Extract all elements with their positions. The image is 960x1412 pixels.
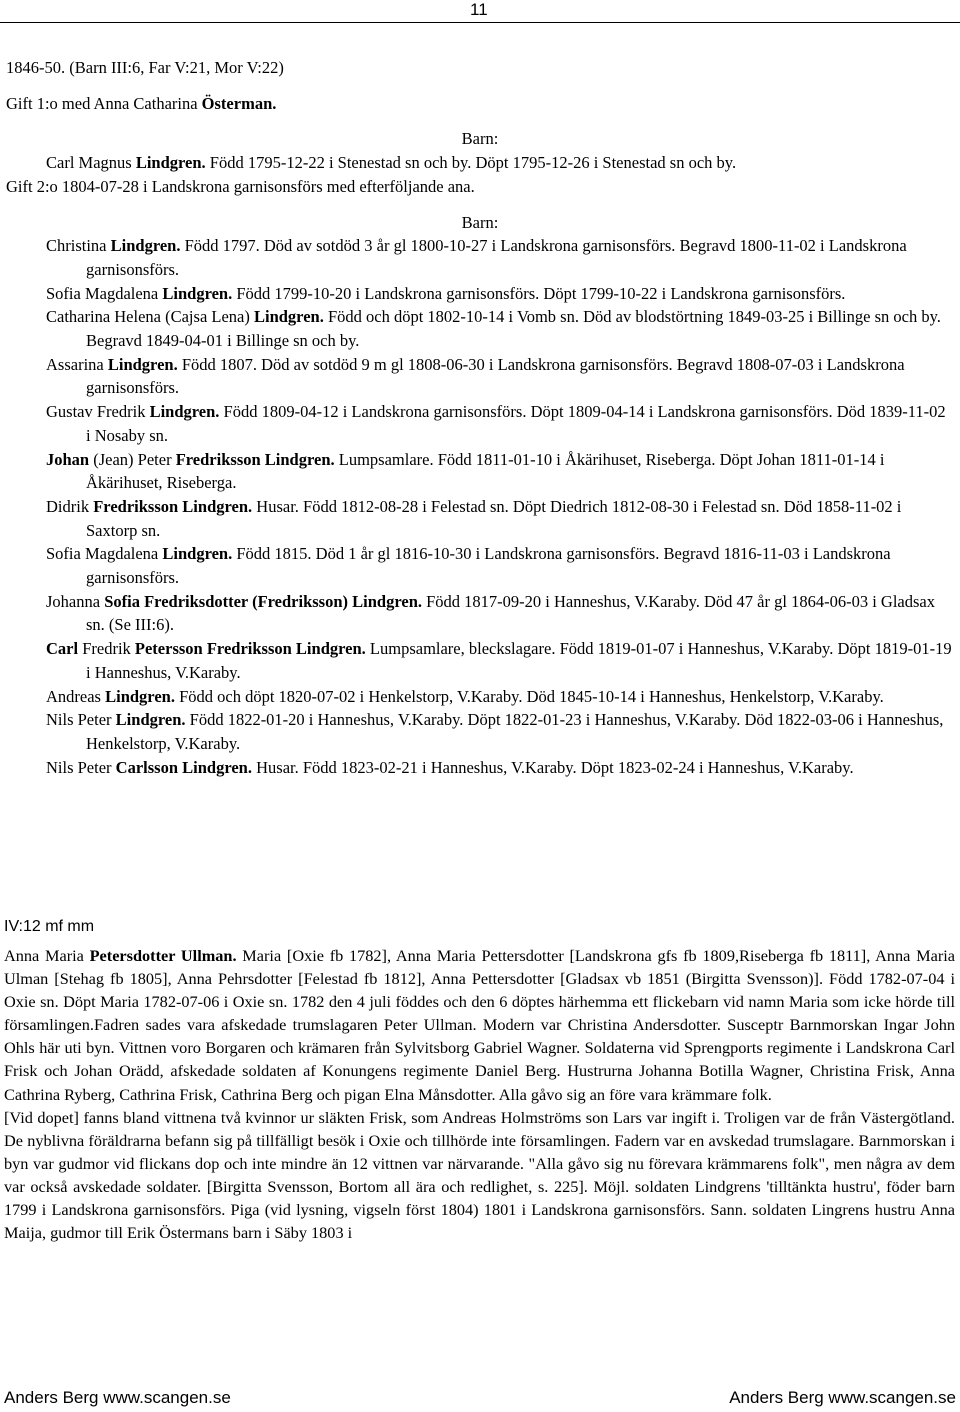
child-mid: (Jean) Peter bbox=[89, 449, 176, 469]
footer bbox=[4, 1388, 956, 1408]
child-name: Lindgren. bbox=[115, 710, 186, 730]
child-details: Född 1809-04-12 i Landskrona garnisonsförs. Döpt 1809-04-14 i Landskrona garnisonsförs. Död 1839-11-02 i Nosaby sn. bbox=[86, 402, 946, 445]
child-pre: Nils Peter bbox=[46, 757, 116, 777]
child-details: Född 1817-09-20 i Hanneshus, V.Karaby. Död 47 år gl 1864-06-03 i Gladsax sn. (Se III:6). bbox=[86, 591, 935, 635]
child-details: Född 1807. Död av sotdöd 9 m gl 1808-06-30 i Landskrona garnisonsförs. Begravd 1808-07-03 i Landskrona garnisonsförs. bbox=[86, 354, 905, 398]
notes-person-name: Petersdotter Ullman. bbox=[89, 946, 237, 965]
child-entry bbox=[6, 448, 954, 495]
child-name: Lindgren. bbox=[253, 307, 324, 327]
child-pre: Christina bbox=[46, 236, 111, 256]
child-entry bbox=[6, 282, 954, 306]
child-entry bbox=[6, 234, 954, 281]
header-rule bbox=[0, 22, 960, 23]
child-entry bbox=[6, 756, 954, 780]
footer-right: Anders Berg www.scangen.se bbox=[729, 1388, 956, 1407]
child-details: Född och döpt 1802-10-14 i Vomb sn. Död av blodstörtning 1849-03-25 i Billinge sn och by. Begravd 1849-04-01 i Billinge sn och by. bbox=[86, 307, 941, 351]
child-details: Född och döpt 1820-07-02 i Henkelstorp, V.Karaby. Död 1845-10-14 i Hanneshus, Henkelstorp, V.Karaby. bbox=[174, 686, 884, 706]
child-name: Lindgren. bbox=[135, 153, 206, 173]
child-pre: Didrik bbox=[46, 496, 94, 516]
child-details: Husar. Född 1823-02-21 i Hanneshus, V.Karaby. Döpt 1823-02-24 i Hanneshus, V.Karaby. bbox=[251, 757, 854, 777]
child-details: Född 1797. Död av sotdöd 3 år gl 1800-10-27 i Landskrona garnisonsförs. Begravd 1800-11-02 i Landskrona garnisonsförs. bbox=[86, 236, 907, 279]
notes-paragraph-1 bbox=[4, 944, 955, 1106]
child-pre: Carl Magnus bbox=[46, 153, 136, 173]
marriage-1-text: Gift 1:o med Anna Catharina bbox=[6, 93, 202, 113]
child-surname: Petersson Fredriksson Lindgren. bbox=[134, 639, 366, 659]
children-label-2: Barn: bbox=[461, 212, 499, 232]
child-pre: Assarina bbox=[46, 354, 108, 374]
notes-block bbox=[4, 944, 955, 1244]
child-details: Född 1799-10-20 i Landskrona garnisonsförs. Döpt 1799-10-22 i Landskrona garnisonsförs. bbox=[232, 283, 846, 303]
child-details: Lumpsamlare. Född 1811-01-10 i Åkärihuset, Riseberga. Döpt Johan 1811-01-14 i Åkärihuset, Riseberga. bbox=[86, 449, 885, 493]
child-name: Sofia Fredriksdotter (Fredriksson) Lindgren. bbox=[104, 591, 422, 611]
notes-person-text: Maria [Oxie fb 1782], Anna Maria Pettersdotter [Landskrona gfs fb 1809,Riseberga fb 1811], Anna Maria Ulman [Stehag fb 1805], Anna Pehrsdotter [Felestad fb 1812], Anna Pettersdotter [Gladsax vb 1851 (Birgitta Svensson)]. Född 1782-07-04 i Oxie sn. Döpt Maria 1782-07-06 i Oxie sn. 1782 den 4 juli föddes och den 6 döptes härhemma ett flickebarn vid namn Maria som icke hörde till församlingen.Fadren sades vara afskedade trumslagaren Peter Ullman. Modern var Christina Andersdotter. Susceptr Barnmorskan Ingar John Ohls här uti byn. Vittnen voro Borgaren och krämaren från Sylvitsborg Gabriel Wagner. Soldaterna vid Sprengports regimente i Landskrona Carl Frisk och Johan Orädd, afskedade soldaten af Konungens regimente Daniel Berg. Hustrurna Johanna Botilla Wagner, Christina Frisk, Anna Cathrina Ryberg, Cathrina Frisk, Cathrina Berg och pigan Elna Månsdotter. Alla gåvo sig an före vara krämmare folk. bbox=[4, 946, 956, 1104]
child-details: Född 1822-01-20 i Hanneshus, V.Karaby. Döpt 1822-01-23 i Hanneshus, V.Karaby. Död 1822-03-06 i Hanneshus, Henkelstorp, V.Karaby. bbox=[86, 710, 944, 753]
child-pre: Sofia Magdalena bbox=[46, 544, 163, 564]
child-name: Lindgren. bbox=[107, 354, 178, 374]
marriage-1-line bbox=[6, 92, 954, 116]
child-entry bbox=[6, 151, 954, 175]
child-name: Lindgren. bbox=[149, 402, 220, 422]
child-name: Johan bbox=[46, 449, 90, 469]
child-entry bbox=[6, 353, 954, 400]
child-entry bbox=[6, 400, 954, 447]
child-name: Fredriksson Lindgren. bbox=[93, 496, 253, 516]
notes-person-pre: Anna Maria bbox=[4, 946, 90, 965]
page-number: 11 bbox=[470, 0, 488, 19]
child-name: Carl bbox=[46, 639, 79, 659]
child-name: Lindgren. bbox=[162, 283, 233, 303]
child-details: Lumpsamlare, bleckslagare. Född 1819-01-07 i Hanneshus, V.Karaby. Döpt 1819-01-19 i Hanneshus, V.Karaby. bbox=[86, 639, 952, 682]
child-entry bbox=[6, 542, 954, 589]
child-mid: Fredrik bbox=[78, 639, 135, 659]
section-heading: IV:12 mf mm bbox=[4, 918, 95, 935]
footer-left: Anders Berg www.scangen.se bbox=[4, 1388, 231, 1407]
child-entry bbox=[6, 637, 954, 684]
child-details: Född 1795-12-22 i Stenestad sn och by. Döpt 1795-12-26 i Stenestad sn och by. bbox=[205, 153, 737, 173]
marriage-1-spouse: Österman. bbox=[201, 93, 277, 113]
child-pre: Andreas bbox=[46, 686, 106, 706]
child-name: Lindgren. bbox=[162, 544, 233, 564]
child-entry bbox=[6, 685, 954, 709]
notes-paragraph-2: [Vid dopet] fanns bland vittnena två kvinnor ur släkten Frisk, som Andreas Holmströms son Lars var ingift i. Troligen var de från Västergötland. De nyblivna föräldrarna befann sig på tillfälligt besök i Oxie och tillhörde inte församlingen. Fadern var en avskedad trumslagare. Barnmorskan i byn var gudmor vid flickans dop och inte mindre än 12 vittnen var närvarande. "Alla gåvo sig nu förevara krämmarens folk", men några av dem var också avskedade soldater. [Birgitta Svensson, Bortom all ära och redlighet, s. 225]. Möjl. soldaten Lindgrens 'tilltänkta hustru', föder barn 1799 i Landskrona garnisonsförs. Piga (vid lysning, vigseln först 1804) 1801 i Landskrona garnisonsförs. Sann. soldaten Lingrens hustru Anna Maija, gudmor till Erik Östermans barn i Säby 1803 i bbox=[4, 1107, 955, 1243]
child-surname: Fredriksson Lindgren. bbox=[175, 449, 335, 469]
child-entry bbox=[6, 590, 954, 637]
children-label-1: Barn: bbox=[461, 129, 499, 149]
child-pre: Gustav Fredrik bbox=[46, 402, 150, 422]
genealogy-entry bbox=[6, 56, 954, 779]
child-pre: Nils Peter bbox=[46, 710, 116, 730]
child-pre: Catharina Helena (Cajsa Lena) bbox=[46, 307, 254, 327]
child-name: Lindgren. bbox=[110, 236, 181, 256]
child-name: Carlsson Lindgren. bbox=[115, 757, 252, 777]
child-name: Lindgren. bbox=[105, 686, 175, 706]
child-details: Husar. Född 1812-08-28 i Felestad sn. Döpt Diedrich 1812-08-30 i Felestad sn. Död 1858-11-02 i Saxtorp sn. bbox=[86, 496, 902, 540]
child-entry bbox=[6, 305, 954, 352]
child-entry bbox=[6, 708, 954, 755]
marriage-2-line: Gift 2:o 1804-07-28 i Landskrona garnisonsförs med efterföljande ana. bbox=[6, 176, 475, 196]
family-header-line: 1846-50. (Barn III:6, Far V:21, Mor V:22) bbox=[6, 58, 284, 77]
child-pre: Johanna bbox=[46, 591, 105, 611]
child-pre: Sofia Magdalena bbox=[46, 283, 163, 303]
child-details: Född 1815. Död 1 år gl 1816-10-30 i Landskrona garnisonsförs. Begravd 1816-11-03 i Landskrona garnisonsförs. bbox=[86, 544, 891, 588]
child-entry bbox=[6, 495, 954, 542]
